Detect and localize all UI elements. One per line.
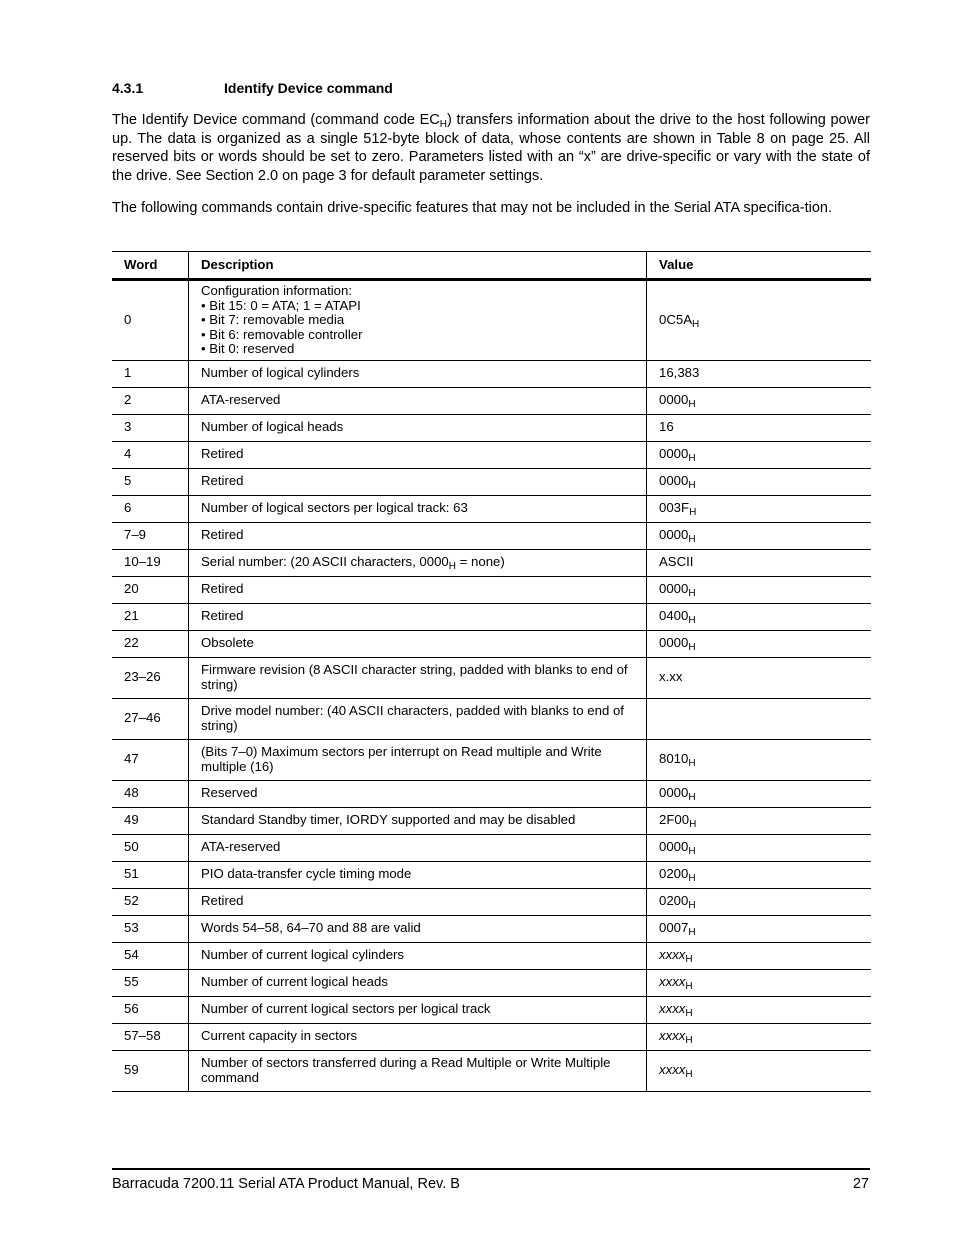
cell-word: 3 (112, 414, 189, 441)
cell-value (647, 996, 872, 1023)
cell-description: Current capacity in sectors (189, 1023, 647, 1050)
table-row (112, 780, 871, 807)
table-row (112, 280, 871, 361)
value-subscript: H (688, 534, 696, 546)
cell-value (647, 360, 872, 387)
cell-value (647, 387, 872, 414)
cell-description: PIO data-transfer cycle timing mode (189, 861, 647, 888)
value-text: 0200 (659, 866, 689, 882)
cell-word: 5 (112, 468, 189, 495)
value-subscript: H (688, 642, 696, 654)
value-text: 0000 (659, 839, 689, 855)
table-row (112, 861, 871, 888)
cell-description: Number of logical cylinders (189, 360, 647, 387)
intro-subscript: H (439, 119, 447, 130)
cell-value (647, 522, 872, 549)
cell-word: 10–19 (112, 549, 189, 576)
cell-word: 51 (112, 861, 189, 888)
value-subscript: H (685, 1035, 693, 1047)
table-row (112, 387, 871, 414)
cell-word: 59 (112, 1050, 189, 1091)
cell-word: 54 (112, 942, 189, 969)
value-subscript: H (688, 399, 696, 411)
intro-text-a: The Identify Device command (command code EC (112, 112, 440, 128)
cell-word: 1 (112, 360, 189, 387)
value-text: 0200 (659, 893, 689, 909)
cell-word: 52 (112, 888, 189, 915)
table-row (112, 996, 871, 1023)
desc-line: • Bit 6: removable controller (201, 326, 363, 342)
cell-word: 53 (112, 915, 189, 942)
desc-text-b: = none) (456, 554, 505, 570)
cell-description: Number of current logical heads (189, 969, 647, 996)
cell-word: 0 (112, 280, 189, 361)
table-row (112, 603, 871, 630)
table-row (112, 888, 871, 915)
rows-group-b (112, 576, 871, 1091)
value-subscript: H (688, 588, 696, 600)
cell-value (647, 468, 872, 495)
cell-word: 23–26 (112, 657, 189, 698)
desc-subscript: H (448, 561, 456, 573)
value-subscript: H (688, 900, 696, 912)
table-row (112, 495, 871, 522)
value-text: 0400 (659, 608, 689, 624)
table-row (112, 522, 871, 549)
value-text: xxxx (659, 947, 686, 963)
value-subscript: H (688, 480, 696, 492)
section-heading (112, 80, 393, 96)
cell-value (647, 1023, 872, 1050)
cell-word: 57–58 (112, 1023, 189, 1050)
cell-description: Retired (189, 576, 647, 603)
value-subscript: H (688, 758, 696, 770)
table-row (112, 1023, 871, 1050)
header-value: Value (647, 252, 872, 280)
value-text: 2F00 (659, 812, 690, 828)
cell-description: Retired (189, 522, 647, 549)
desc-line: • Bit 7: removable media (201, 312, 345, 327)
cell-description: Drive model number: (40 ASCII characters, padded with blanks to end of string) (189, 698, 647, 739)
identify-device-table (112, 251, 871, 1092)
cell-value (647, 834, 872, 861)
table-row (112, 1050, 871, 1091)
cell-description: Retired (189, 603, 647, 630)
cell-description (189, 549, 647, 576)
value-text: 0000 (659, 581, 689, 597)
value-text: 8010 (659, 751, 689, 767)
value-subscript: H (685, 1069, 693, 1081)
value-text: 0C5A (659, 312, 692, 327)
cell-description: Number of current logical sectors per logical track (189, 996, 647, 1023)
cell-description: (Bits 7–0) Maximum sectors per interrupt on Read multiple and Write multiple (16) (189, 739, 647, 780)
value-subscript: H (689, 819, 697, 831)
cell-word: 55 (112, 969, 189, 996)
desc-line: • Bit 15: 0 = ATA; 1 = ATAPI (201, 297, 361, 313)
value-subscript: H (688, 846, 696, 858)
cell-description: Words 54–58, 64–70 and 88 are valid (189, 915, 647, 942)
value-subscript: H (685, 981, 693, 993)
value-text: 003F (659, 500, 690, 516)
value-text: 16 (659, 419, 674, 435)
table-row (112, 549, 871, 576)
cell-description: Reserved (189, 780, 647, 807)
cell-value (647, 576, 872, 603)
desc-text-a: Serial number: (20 ASCII characters, 0000 (201, 554, 449, 570)
cell-value (647, 969, 872, 996)
cell-word: 7–9 (112, 522, 189, 549)
value-text: x.xx (659, 669, 683, 685)
header-word: Word (112, 252, 189, 280)
value-text: 0000 (659, 527, 689, 543)
cell-value (647, 1050, 872, 1091)
cell-value (647, 603, 872, 630)
table-row (112, 414, 871, 441)
cell-word: 20 (112, 576, 189, 603)
cell-word: 50 (112, 834, 189, 861)
cell-description: Number of logical sectors per logical track: 63 (189, 495, 647, 522)
cell-value (647, 414, 872, 441)
cell-description: ATA-reserved (189, 387, 647, 414)
table-row (112, 630, 871, 657)
value-text: 0000 (659, 392, 689, 408)
cell-value (647, 942, 872, 969)
value-text: 0000 (659, 785, 689, 801)
cell-word: 47 (112, 739, 189, 780)
cell-value (647, 630, 872, 657)
section-title: Identify Device command (224, 80, 393, 96)
rows-group-a (112, 360, 871, 549)
cell-word: 49 (112, 807, 189, 834)
table-row (112, 576, 871, 603)
cell-word: 48 (112, 780, 189, 807)
value-text: ASCII (659, 554, 694, 570)
value-text: xxxx (659, 974, 686, 990)
cell-value (647, 549, 872, 576)
cell-description: Standard Standby timer, IORDY supported and may be disabled (189, 807, 647, 834)
table-header-row (112, 252, 871, 280)
footer-page-number: 27 (852, 1176, 869, 1192)
cell-word: 27–46 (112, 698, 189, 739)
value-text: xxxx (659, 1001, 686, 1017)
value-text: 0007 (659, 920, 689, 936)
cell-word: 56 (112, 996, 189, 1023)
footer-rule (112, 1168, 870, 1170)
cell-value (647, 915, 872, 942)
table-row (112, 969, 871, 996)
value-subscript: H (689, 507, 697, 519)
value-text: 0000 (659, 473, 689, 489)
cell-word: 2 (112, 387, 189, 414)
value-text: xxxx (659, 1062, 686, 1078)
table-row (112, 468, 871, 495)
value-subscript: H (685, 954, 693, 966)
table-row (112, 441, 871, 468)
cell-value (647, 441, 872, 468)
footer-manual-title: Barracuda 7200.11 Serial ATA Product Manual, Rev. B (112, 1176, 460, 1192)
cell-value (647, 888, 872, 915)
cell-description (189, 280, 647, 361)
table-row (112, 807, 871, 834)
value-subscript: H (688, 615, 696, 627)
cell-value (647, 861, 872, 888)
cell-description: Firmware revision (8 ASCII character string, padded with blanks to end of string) (189, 657, 647, 698)
header-description: Description (189, 252, 647, 280)
cell-description: Retired (189, 441, 647, 468)
desc-line: Configuration information: (201, 283, 353, 298)
value-text: xxxx (659, 1028, 686, 1044)
cell-description: Retired (189, 888, 647, 915)
table-row (112, 834, 871, 861)
value-subscript: H (688, 792, 696, 804)
table-row (112, 657, 871, 698)
value-subscript: H (688, 927, 696, 939)
cell-word: 22 (112, 630, 189, 657)
cell-description: Number of sectors transferred during a Read Multiple or Write Multiple command (189, 1050, 647, 1091)
cell-description: Obsolete (189, 630, 647, 657)
cell-value (647, 739, 872, 780)
cell-description: Number of logical heads (189, 414, 647, 441)
cell-value (647, 807, 872, 834)
cell-value (647, 780, 872, 807)
value-subscript: H (685, 1008, 693, 1020)
desc-line: • Bit 0: reserved (201, 341, 295, 356)
table-row (112, 360, 871, 387)
section-number: 4.3.1 (112, 80, 144, 96)
table-row (112, 698, 871, 739)
table-row (112, 915, 871, 942)
cell-word: 4 (112, 441, 189, 468)
value-text: 16,383 (659, 365, 700, 381)
cell-description: Number of current logical cylinders (189, 942, 647, 969)
intro-text-b: ) transfers information about the drive to the host following power up. The data is organized as a single 512-byte block of data, whose contents are shown in Table 8 on page 25. All reserved bits or words should be set to zero. Parameters listed with an “x” are drive-specific or vary with the state of the drive. See Section 2.0 on page 3 for default parameter settings. (112, 112, 870, 184)
value-subscript: H (688, 453, 696, 465)
cell-value (647, 280, 872, 361)
cell-word: 6 (112, 495, 189, 522)
cell-description: ATA-reserved (189, 834, 647, 861)
cell-value (647, 657, 872, 698)
table-row (112, 942, 871, 969)
value-text: 0000 (659, 446, 689, 462)
value-subscript: H (688, 873, 696, 885)
value-text: 0000 (659, 635, 689, 651)
value-subscript: H (692, 319, 700, 330)
cell-description: Retired (189, 468, 647, 495)
table-row (112, 739, 871, 780)
intro-paragraph (112, 111, 870, 185)
cell-value (647, 698, 872, 739)
cell-value (647, 495, 872, 522)
cell-word: 21 (112, 603, 189, 630)
features-paragraph: The following commands contain drive-specific features that may not be included in the Serial ATA specifica-tion. (112, 200, 832, 216)
